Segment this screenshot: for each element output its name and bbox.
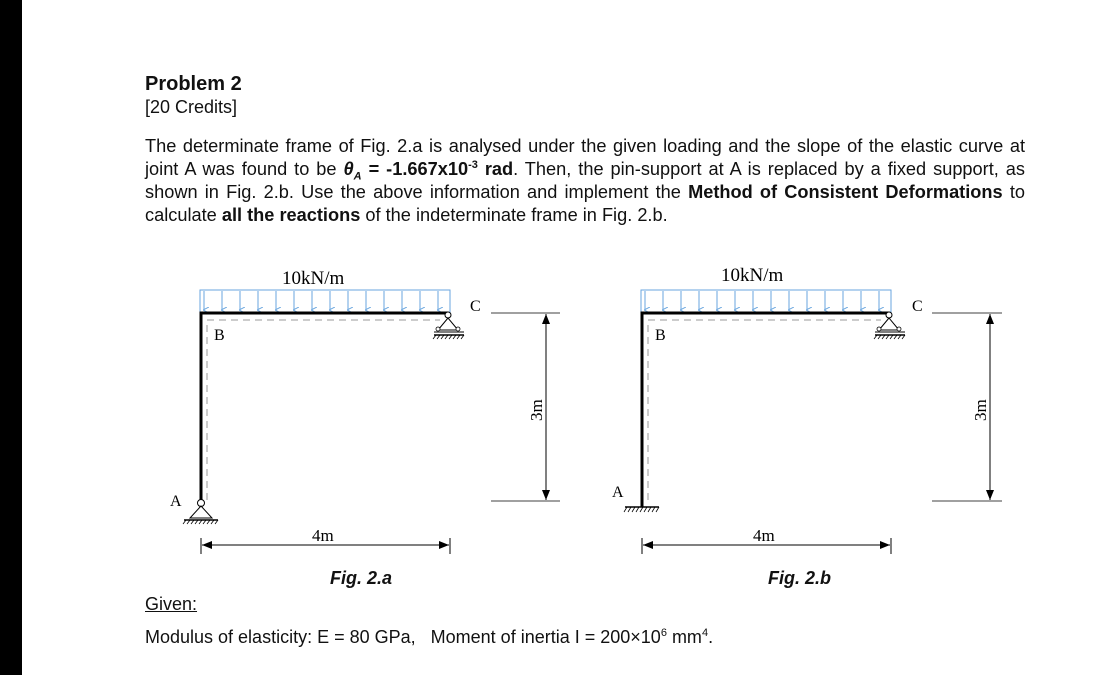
- fig-b-frame: [642, 313, 889, 507]
- fig-b-support-c-roller: [874, 312, 905, 339]
- fig-a-joint-b: B: [214, 327, 225, 344]
- fig-a-height-label: 3m: [527, 399, 546, 421]
- fig-b-caption: Fig. 2.b: [768, 568, 831, 588]
- para-part4: of the indeterminate frame in Fig. 2.b.: [360, 205, 668, 225]
- inertia-exponent: 6: [660, 627, 667, 639]
- theta-subscript: A: [353, 170, 362, 183]
- para-part2: . Then, the pin-support at A is replaced by a fixed support, as shown in Fig. 2.b. Use the above information and implement the: [145, 159, 1025, 202]
- fig-b-joint-c: C: [912, 298, 923, 315]
- given-label: Given:: [145, 594, 198, 614]
- theta-symbol: θ: [343, 159, 354, 179]
- fig-b-support-a-fixed: [624, 507, 659, 512]
- theta-value: = -1.667x10: [361, 159, 469, 179]
- inertia-unit: mm: [666, 627, 702, 647]
- reactions-bold: all the reactions: [221, 205, 361, 225]
- modulus-text: Modulus of elasticity: E = 80 GPa,: [145, 627, 416, 647]
- theta-exponent: -3: [468, 158, 478, 171]
- fig-b-joint-a: A: [612, 484, 624, 501]
- para-part3: to calculate: [145, 182, 1025, 225]
- fig-a-width-label: 4m: [312, 526, 334, 545]
- fig-b-height-label: 3m: [971, 399, 990, 421]
- fig-a-load-label: 10kN/m: [282, 268, 345, 289]
- fig-b: [612, 265, 1002, 554]
- fig-b-distributed-load: [641, 290, 891, 312]
- problem-credits: [20 Credits]: [145, 97, 238, 117]
- fig-a: [170, 268, 560, 554]
- fig-b-width-label: 4m: [753, 526, 775, 545]
- fig-a-support-a-pin: [183, 500, 218, 525]
- fig-a-joint-a: A: [170, 493, 182, 510]
- given-properties: [145, 627, 713, 648]
- fig-b-load-label: 10kN/m: [721, 265, 784, 286]
- fig-a-support-c-roller: [433, 312, 464, 339]
- method-bold: Method of Consistent Deformations: [688, 182, 1003, 202]
- theta-unit: rad: [477, 159, 514, 179]
- fig-b-height-dimension: [932, 313, 1002, 501]
- fig-a-caption: Fig. 2.a: [330, 568, 393, 588]
- fig-a-joint-c: C: [470, 298, 481, 315]
- para-part1: The determinate frame of Fig. 2.a is analysed under the given loading and the slope of the elastic curve at joint A was found to be: [145, 136, 1025, 179]
- problem-title: Problem 2: [145, 73, 242, 95]
- fig-b-joint-b: B: [655, 327, 666, 344]
- fig-a-distributed-load: [200, 290, 450, 312]
- fig-a-height-dimension: [491, 313, 560, 501]
- inertia-unit-exponent: 4: [701, 627, 709, 639]
- fig-a-frame: [201, 313, 448, 500]
- inertia-end: .: [708, 627, 714, 647]
- inertia-text: Moment of inertia I = 200×10: [430, 627, 661, 647]
